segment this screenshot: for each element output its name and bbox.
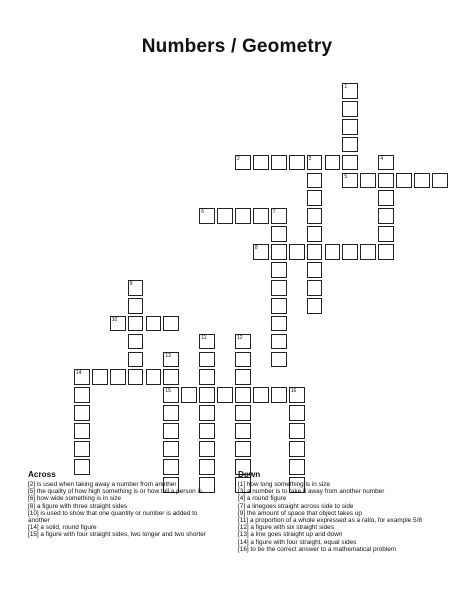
across-clue: [10] is used to show that one quantity or number is added to another: [28, 509, 198, 525]
grid-cell[interactable]: [378, 173, 394, 189]
grid-cell[interactable]: [271, 352, 287, 368]
grid-cell[interactable]: [199, 352, 215, 368]
grid-cell[interactable]: [74, 405, 90, 421]
down-clues: [238, 470, 450, 553]
grid-cell[interactable]: [235, 334, 251, 350]
grid-cell[interactable]: [128, 369, 144, 385]
across-heading: Across: [28, 470, 56, 479]
grid-cell[interactable]: [378, 226, 394, 242]
grid-cell[interactable]: [271, 316, 287, 332]
cell-number: 7: [272, 209, 276, 216]
grid-cell[interactable]: [163, 369, 179, 385]
grid-cell[interactable]: [378, 155, 394, 171]
cell-number: 11: [201, 334, 207, 341]
grid-cell[interactable]: [289, 405, 305, 421]
cell-number: 16: [290, 388, 297, 395]
across-clue: [8] a figure with three straight sides: [28, 502, 128, 510]
grid-cell[interactable]: [235, 405, 251, 421]
grid-cell[interactable]: [378, 208, 394, 224]
grid-cell[interactable]: [74, 369, 90, 385]
grid-cell[interactable]: [199, 208, 215, 224]
grid-cell[interactable]: [271, 387, 287, 403]
grid-cell[interactable]: [235, 387, 251, 403]
grid-cell[interactable]: [128, 352, 144, 368]
cell-number: 14: [75, 370, 82, 377]
grid-cell[interactable]: [289, 155, 305, 171]
grid-cell[interactable]: [289, 244, 305, 260]
down-clue: [12] a figure with six straight sides: [238, 524, 334, 532]
grid-cell[interactable]: [271, 298, 287, 314]
down-heading: Down: [238, 470, 261, 479]
across-clue: [2] is used when taking away a number from another: [28, 481, 177, 488]
grid-cell[interactable]: [289, 387, 305, 403]
grid-cell[interactable]: [342, 173, 358, 189]
grid-cell[interactable]: [325, 155, 341, 171]
cell-number: 12: [237, 334, 243, 341]
grid-cell[interactable]: [253, 208, 269, 224]
grid-cell[interactable]: [128, 316, 144, 332]
grid-cell[interactable]: [360, 244, 376, 260]
grid-cell[interactable]: [110, 369, 126, 385]
grid-cell[interactable]: [307, 208, 323, 224]
cell-number: 10: [111, 316, 118, 323]
grid-cell[interactable]: [110, 316, 126, 332]
grid-cell[interactable]: [163, 387, 179, 403]
grid-cell[interactable]: [378, 190, 394, 206]
grid-cell[interactable]: [271, 208, 287, 224]
down-clue: [14] a figure with four straight, equal sides: [238, 538, 357, 546]
grid-cell[interactable]: [217, 208, 233, 224]
across-clue: [6] how wide something is in size: [28, 495, 122, 503]
grid-cell[interactable]: [199, 334, 215, 350]
down-clue: [7] a linegoes straight across side to side: [238, 502, 354, 510]
grid-cell[interactable]: [199, 369, 215, 385]
grid-cell[interactable]: [342, 119, 358, 135]
down-clue: [1] how long something is in size: [238, 481, 331, 488]
grid-cell[interactable]: [235, 208, 251, 224]
grid-cell[interactable]: [199, 441, 215, 457]
cell-number: 4: [380, 155, 383, 162]
grid-cell[interactable]: [342, 101, 358, 117]
across-clue-list: [28, 481, 220, 539]
grid-cell[interactable]: [253, 387, 269, 403]
grid-cell[interactable]: [307, 244, 323, 260]
grid-cell[interactable]: [289, 441, 305, 457]
grid-cell[interactable]: [146, 316, 162, 332]
grid-cell[interactable]: [74, 387, 90, 403]
across-clues: [28, 470, 220, 539]
cell-number: 2: [237, 155, 240, 162]
cell-number: 1: [344, 84, 348, 90]
cell-number: 3: [308, 155, 312, 162]
grid-cell[interactable]: [235, 423, 251, 439]
cell-number: 6: [201, 209, 204, 216]
cell-number: 8: [254, 245, 258, 252]
grid-cell[interactable]: [307, 173, 323, 189]
grid-cell[interactable]: [360, 173, 376, 189]
grid-cell[interactable]: [235, 155, 251, 171]
grid-cell[interactable]: [378, 244, 394, 260]
grid-cell[interactable]: [74, 441, 90, 457]
grid-cell[interactable]: [163, 423, 179, 439]
cell-number: 15: [165, 388, 171, 395]
grid-cell[interactable]: [432, 173, 448, 189]
down-clue-list: [238, 481, 450, 553]
grid-cell[interactable]: [253, 155, 269, 171]
grid-cell[interactable]: [271, 226, 287, 242]
grid-cell[interactable]: [271, 280, 287, 296]
grid-cell[interactable]: [163, 441, 179, 457]
puzzle-title: Numbers / Geometry: [141, 36, 333, 57]
grid-cell[interactable]: [146, 369, 162, 385]
grid-cell[interactable]: [342, 137, 358, 153]
grid-cell[interactable]: [199, 405, 215, 421]
grid-cell[interactable]: [342, 155, 358, 171]
grid-cell[interactable]: [396, 173, 412, 189]
grid-cell[interactable]: [163, 316, 179, 332]
cell-number: 5: [344, 173, 348, 180]
grid-cell[interactable]: [342, 83, 358, 99]
grid-cell[interactable]: [307, 280, 323, 296]
grid-cell[interactable]: [271, 155, 287, 171]
grid-cell[interactable]: [325, 244, 341, 260]
grid-cell[interactable]: [235, 441, 251, 457]
grid-cell[interactable]: [128, 280, 144, 296]
grid-cell[interactable]: [128, 334, 144, 350]
grid-cell[interactable]: [199, 387, 215, 403]
down-clue: [13] a line goes straight up and down: [238, 531, 343, 539]
grid-cell[interactable]: [253, 244, 269, 260]
across-clue: [5] the quality of how high something is or how tall a person is: [28, 488, 203, 496]
down-clue: [11] a proportion of a whole expressed as a ratio, for example 5/8: [238, 517, 422, 525]
grid-cell[interactable]: [199, 423, 215, 439]
grid-cell[interactable]: [271, 244, 287, 260]
down-clue: [3] a number is to take it away from another number: [238, 488, 385, 496]
grid-cell[interactable]: [307, 190, 323, 206]
grid-cell[interactable]: [235, 352, 251, 368]
grid-cell[interactable]: [128, 298, 144, 314]
grid-cell[interactable]: [307, 155, 323, 171]
across-clue: [15] a figure with four straight sides, two longer and two shorter: [28, 531, 206, 539]
grid-cell[interactable]: [181, 387, 197, 403]
grid-cell[interactable]: [342, 244, 358, 260]
grid-cell[interactable]: [217, 387, 233, 403]
grid-cell[interactable]: [307, 226, 323, 242]
grid-cell[interactable]: [235, 369, 251, 385]
down-clue: [4] a round figure: [238, 495, 287, 503]
grid-cell[interactable]: [74, 423, 90, 439]
grid-cell[interactable]: [307, 298, 323, 314]
down-clue: [9] the amount of space that object takes up: [238, 509, 362, 517]
cell-number: 9: [129, 280, 133, 287]
grid-cell[interactable]: [414, 173, 430, 189]
grid-cell[interactable]: [163, 352, 179, 368]
grid-cell[interactable]: [307, 262, 323, 278]
grid-cell[interactable]: [271, 334, 287, 350]
grid-cell[interactable]: [289, 423, 305, 439]
down-clue: [16] to be the correct answer to a mathematical problem: [238, 545, 397, 553]
grid-cell[interactable]: [163, 405, 179, 421]
cell-number: 13: [165, 352, 171, 359]
grid-cell[interactable]: [271, 262, 287, 278]
across-clue: [14] a solid, round figure: [28, 524, 97, 532]
grid-cell[interactable]: [92, 369, 108, 385]
